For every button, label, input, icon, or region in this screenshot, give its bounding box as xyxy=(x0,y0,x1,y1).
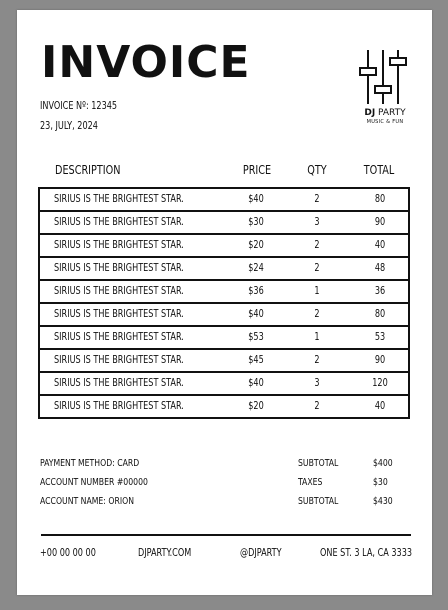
item-description: SIRIUS IS THE BRIGHTEST STAR. xyxy=(54,354,184,366)
item-qty: 2 xyxy=(314,308,320,320)
table-row xyxy=(38,304,410,327)
item-qty: 2 xyxy=(314,239,320,251)
footer-social-handle[interactable]: @DJPARTY xyxy=(240,547,282,559)
item-price: $30 xyxy=(248,216,264,228)
item-description: SIRIUS IS THE BRIGHTEST STAR. xyxy=(54,308,184,320)
subtotal-label: SUBTOTAL xyxy=(298,458,339,469)
item-description: SIRIUS IS THE BRIGHTEST STAR. xyxy=(54,331,184,343)
grand-total-value: $430 xyxy=(373,496,393,507)
table-row xyxy=(38,350,410,373)
column-header-price: PRICE xyxy=(242,162,272,177)
item-qty: 1 xyxy=(314,331,320,343)
line-items-table xyxy=(38,187,410,419)
table-row xyxy=(38,187,410,212)
invoice-page xyxy=(17,10,432,595)
column-header-description: DESCRIPTION xyxy=(55,162,121,177)
item-description: SIRIUS IS THE BRIGHTEST STAR. xyxy=(54,262,184,274)
item-qty: 2 xyxy=(314,193,320,205)
item-total: 53 xyxy=(374,331,386,343)
footer-divider xyxy=(41,534,411,536)
footer-address: ONE ST. 3 LA, CA 3333 xyxy=(320,547,413,559)
item-price: $45 xyxy=(248,354,264,366)
item-total: 80 xyxy=(374,193,386,205)
account-name: ACCOUNT NAME: ORION xyxy=(40,496,134,507)
item-qty: 2 xyxy=(314,354,320,366)
item-total: 40 xyxy=(374,239,386,251)
item-price: $20 xyxy=(248,239,264,251)
table-row xyxy=(38,373,410,396)
brand-name-rest: PARTY xyxy=(375,108,406,118)
item-total: 40 xyxy=(374,400,386,412)
footer-phone: +00 00 00 00 xyxy=(40,547,96,559)
item-price: $40 xyxy=(248,308,264,320)
item-description: SIRIUS IS THE BRIGHTEST STAR. xyxy=(54,285,184,297)
taxes-value: $30 xyxy=(373,477,388,488)
column-header-total: TOTAL xyxy=(363,162,395,177)
item-qty: 3 xyxy=(314,216,320,228)
item-total: 90 xyxy=(374,354,386,366)
table-row xyxy=(38,281,410,304)
column-header-qty: QTY xyxy=(307,162,327,177)
mixer-faders-icon xyxy=(359,48,411,106)
brand-name-bold: DJ xyxy=(364,108,376,118)
item-description: SIRIUS IS THE BRIGHTEST STAR. xyxy=(54,193,184,205)
subtotal-value: $400 xyxy=(373,458,393,469)
table-row xyxy=(38,235,410,258)
item-qty: 1 xyxy=(314,285,320,297)
item-price: $40 xyxy=(248,193,264,205)
item-total: 90 xyxy=(374,216,386,228)
invoice-number: INVOICE Nº: 12345 xyxy=(40,100,118,112)
item-qty: 2 xyxy=(314,400,320,412)
payment-method: PAYMENT METHOD: CARD xyxy=(40,458,140,469)
item-description: SIRIUS IS THE BRIGHTEST STAR. xyxy=(54,377,184,389)
item-price: $24 xyxy=(248,262,264,274)
table-row xyxy=(38,258,410,281)
taxes-label: TAXES xyxy=(298,477,323,488)
item-description: SIRIUS IS THE BRIGHTEST STAR. xyxy=(54,400,184,412)
grand-total-label: SUBTOTAL xyxy=(298,496,339,507)
brand-name xyxy=(352,108,418,118)
brand-logo xyxy=(352,48,418,128)
item-total: 80 xyxy=(374,308,386,320)
table-row xyxy=(38,212,410,235)
item-total: 48 xyxy=(374,262,386,274)
item-description: SIRIUS IS THE BRIGHTEST STAR. xyxy=(54,216,184,228)
brand-tagline: MUSIC & FUN xyxy=(366,119,404,125)
item-price: $36 xyxy=(248,285,264,297)
invoice-date: 23, JULY, 2024 xyxy=(40,120,98,132)
item-qty: 2 xyxy=(314,262,320,274)
item-total: 120 xyxy=(372,377,388,389)
invoice-title: INVOICE xyxy=(41,37,251,88)
table-row xyxy=(38,327,410,350)
item-total: 36 xyxy=(374,285,386,297)
item-qty: 3 xyxy=(314,377,320,389)
item-price: $53 xyxy=(248,331,264,343)
table-row xyxy=(38,396,410,419)
footer-website[interactable]: DJPARTY.COM xyxy=(138,547,192,559)
item-price: $40 xyxy=(248,377,264,389)
account-number: ACCOUNT NUMBER #00000 xyxy=(40,477,148,488)
item-price: $20 xyxy=(248,400,264,412)
item-description: SIRIUS IS THE BRIGHTEST STAR. xyxy=(54,239,184,251)
